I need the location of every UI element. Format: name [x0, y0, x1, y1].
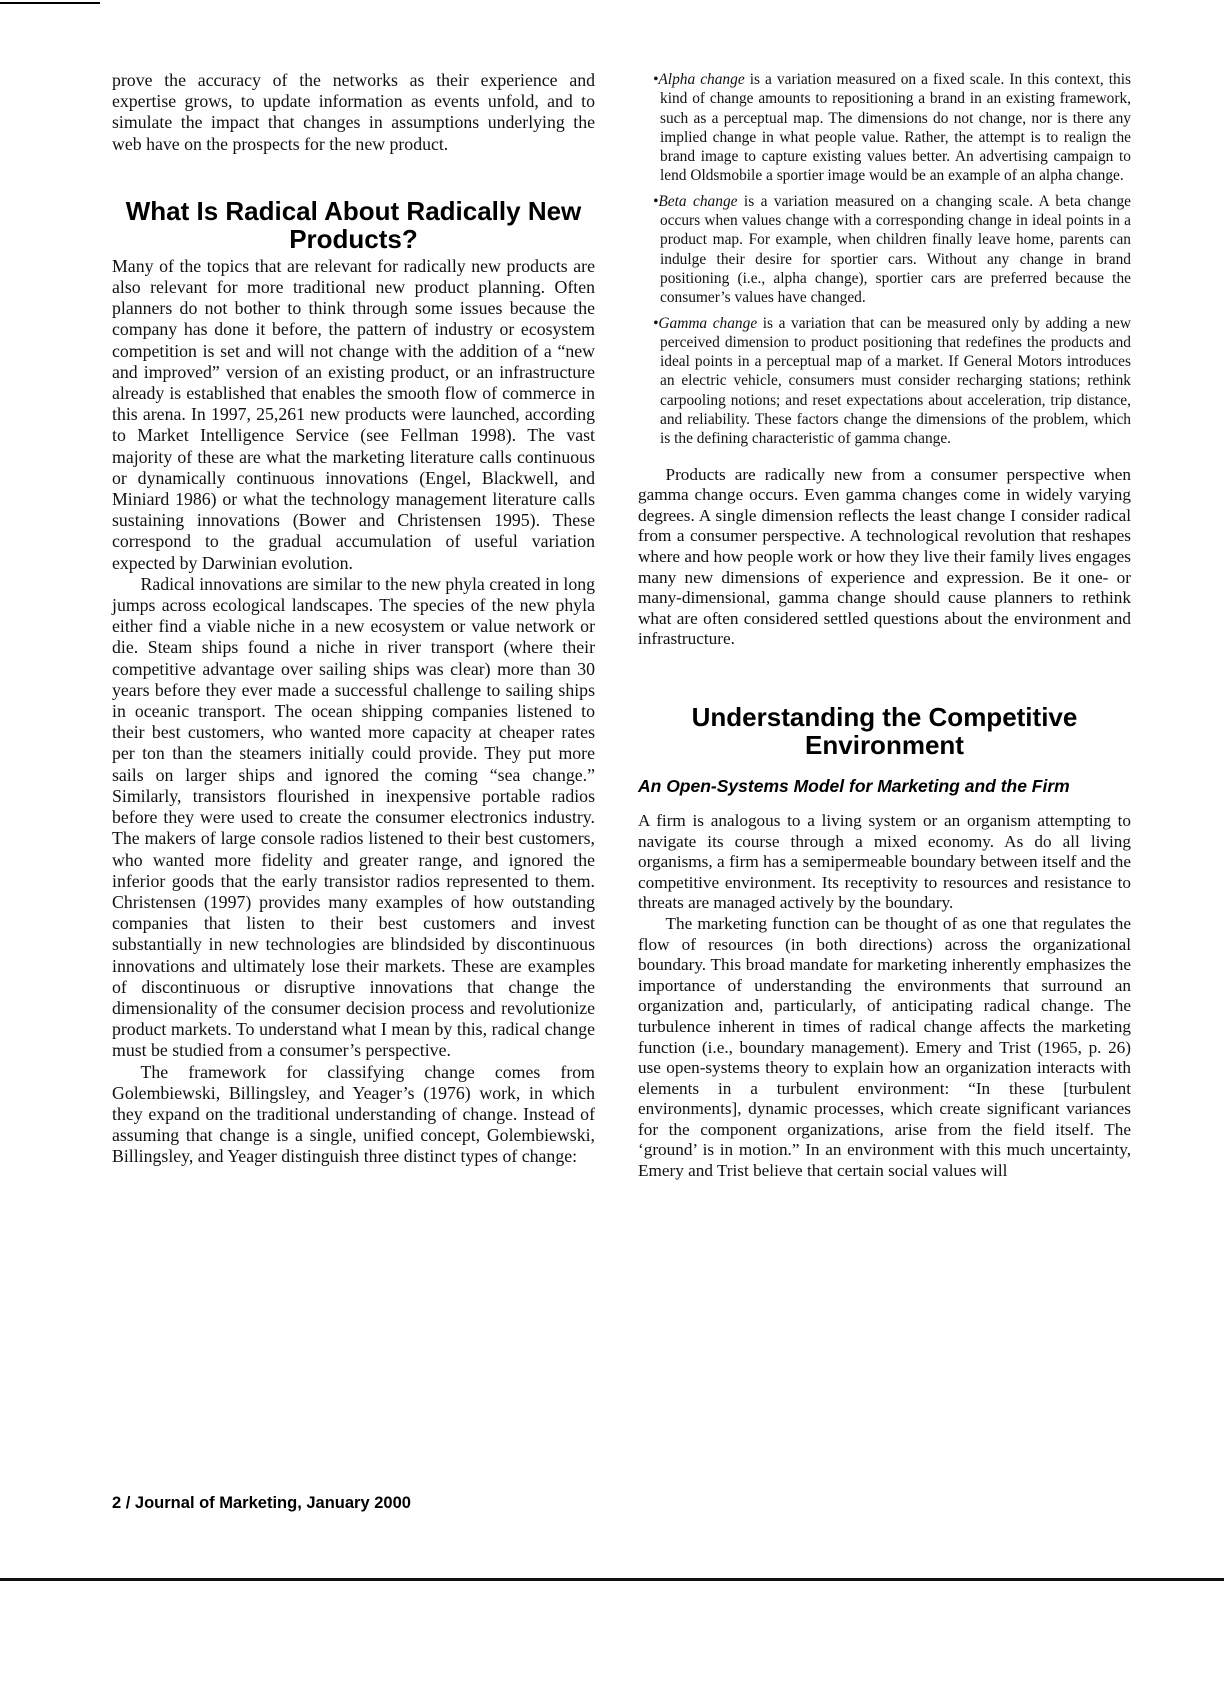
term: •Beta change — [653, 192, 738, 210]
term: •Gamma change — [653, 314, 758, 332]
bottom-rule — [0, 1578, 1224, 1581]
list-item — [653, 192, 1131, 308]
paragraph: The marketing function can be thought of as one that regulates the flow of resources (in both directions) across the organizational boundary. This broad mandate for marketing inherently emphasizes the importance of understanding the environments that surround an organization and, particularly, of anticipating radical change. The turbulence inherent in times of radical change affects the marketing function (i.e., boundary management). Emery and Trist (1965, p. 26) use open-systems theory to explain how an organization interacts with elements in a turbulent environment: “In these [turbulent environments], dynamic processes, which create significant variances for the component organizations, arise from the field itself. The ‘ground’ is in motion.” In an environment with this much uncertainty, Emery and Trist believe that certain social values will — [638, 913, 1131, 1181]
list-item — [653, 314, 1131, 449]
list-item — [653, 70, 1131, 186]
definition: is a variation that can be measured only by adding a new perceived dimension to product positioning that redefines the products and ideal points in a perceptual map of a market. If General Motors introduces an electric vehicle, consumers must consider recharging stations; rethink carpooling notions; and reset expectations about acceleration, trip distance, and reliability. These factors change the dimensions of the problem, which is the defining characteristic of gamma change. — [660, 314, 1131, 448]
right-column — [638, 70, 1131, 1182]
term: •Alpha change — [653, 71, 745, 88]
section-heading: What Is Radical About Radically New Products? — [125, 195, 582, 254]
paragraph: Radical innovations are similar to the new phyla created in long jumps across ecological landscapes. The species of the new phyla either find a viable niche in a new ecosystem or value network or die. Steam ships found a niche in river transport (where their competitive advantage over sailing ships was clear) more than 30 years before they ever made a successful challenge to sailing ships in oceanic transport. The ocean shipping companies listened to their best customers, who wanted more capacity at cheaper rates per ton than the steamers initially could provide. They put more sails on larger ships and ignored the coming “sea change.” Similarly, transistors flourished in inexpensive portable radios before they were used to create the consumer electronics industry. The makers of large console radios listened to their best customers, who wanted more fidelity and greater range, and ignored the inferior goods that the early transistor radios represented to them. Christensen (1997) provides many examples of how outstanding companies that listen to their best customers and invest substantially in new technologies are blindsided by discontinuous innovations and ultimately lose their markets. These are examples of discontinuous or disruptive innovations that change the dimensionality of the consumer decision process and revolutionize product markets. To understand what I mean by this, radical change must be studied from a consumer’s perspective. — [112, 573, 595, 1061]
top-rule — [0, 2, 100, 4]
paragraph: The framework for classifying change comes from Golembiewski, Billingsley, and Yeager’s (1976) work, in which they expand on the traditional understanding of change. Instead of assuming that change is a single, unified concept, Golembiewski, Billingsley, and Yeager distinguish three distinct types of change: — [112, 1061, 595, 1167]
change-types-list — [638, 70, 1131, 449]
definition: is a variation measured on a fixed scale. In this context, this kind of change amounts to repositioning a brand in an existing framework, such as a perceptual map. The dimensions do not change, nor is there any implied change in what people value. Rather, the attempt is to realign the brand image to capture existing values better. An advertising campaign to lend Oldsmobile a sportier image would be an example of an alpha change. — [660, 71, 1131, 185]
definition: is a variation measured on a changing scale. A beta change occurs when values change with a corresponding change in ideal points in a product map. For example, when children finally leave home, parents can indulge their desire for sportier cars. Without any change in brand positioning (i.e., alpha change), sportier cars are preferred because the consumer’s values have changed. — [660, 192, 1131, 307]
paragraph: prove the accuracy of the networks as their experience and expertise grows, to update information as events unfold, and to simulate the impact that changes in assumptions underlying the web have on the prospects for the new product. — [112, 70, 595, 154]
paragraph: A firm is analogous to a living system or an organism attempting to navigate its course through a mixed economy. As do all living organisms, a firm has a semipermeable boundary between itself and the competitive environment. Its receptivity to resources and resistance to threats are managed actively by the boundary. — [638, 810, 1131, 913]
subsection-heading: An Open-Systems Model for Marketing and the Firm — [638, 775, 1070, 796]
left-column — [112, 70, 595, 1168]
section-heading: Understanding the Competitive Environment — [691, 701, 1078, 760]
page-footer: 2 / Journal of Marketing, January 2000 — [112, 1494, 411, 1512]
paragraph: Products are radically new from a consumer perspective when gamma change occurs. Even gamma changes come in widely varying degrees. A single dimension reflects the least change I consider radical from a consumer perspective. A technological revolution that reshapes where and how people work or how they live their family lives engages many new dimensions of experience and expression. Be it one- or many-dimensional, gamma change should cause planners to rethink what are often considered settled questions about the environment and infrastructure. — [638, 464, 1131, 649]
paragraph: Many of the topics that are relevant for radically new products are also relevant for more traditional new product planning. Often planners do not bother to think through some issues because the company has done it before, the pattern of industry or ecosystem competition is set and will not change with the addition of a “new and improved” version of an existing product, or an infrastructure already is established that enables the smooth flow of commerce in this arena. In 1997, 25,261 new products were launched, according to Market Intelligence Service (see Fellman 1998). The vast majority of these are what the marketing literature calls continuous or dynamically continuous innovations (Engel, Blackwell, and Miniard 1986) or what the technology management literature calls sustaining innovations (Bower and Christensen 1995). These correspond to the gradual accumulation of useful variation expected by Darwinian evolution. — [112, 255, 595, 573]
